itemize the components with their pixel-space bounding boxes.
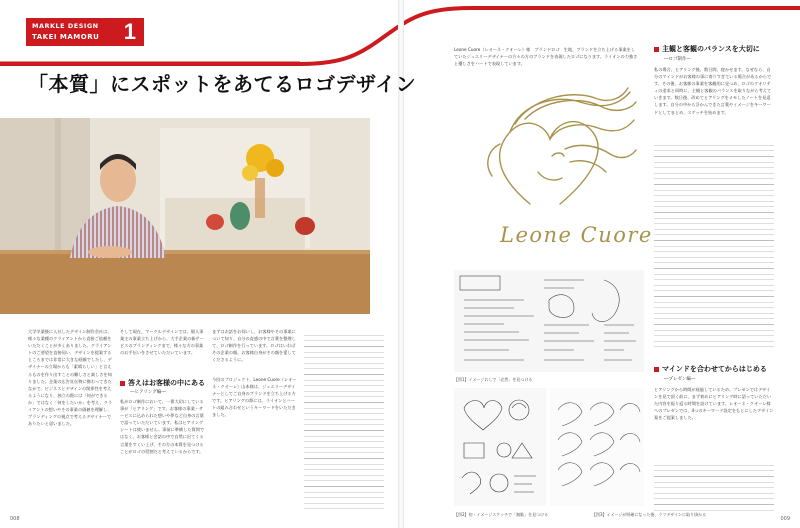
body-column-3b: 今回のプロジェクト、Leone Cuore（レオーネ・クオーレ）山本様は、ジュエリーデザイナーとしてご自身のブランドを立ち上げる方です。ヒアリングの際には、ライオンとハートの組み合わせというキーワードをいただきました。 [212,377,297,418]
sketch-lion-roughs-image [550,388,644,506]
series-tag [26,18,144,46]
section-subheading-logo: ―ロゴ制作― [664,57,691,62]
body-column-1: 大学卒業後に入社したデザイン制作会社は、様々な業種のクライアントから直接ご依頼をいただくことが多くありました。クライアントのご要望を直接伺い、デザインを提案するところまでは非常に大きな経験でしたし、デザイナーの立場からも「素晴らしい」と言えるものを作り出すことの難しさと楽しさを知りました。企業の広告宣伝物に携わってきたなかで、ビジネスとデザインの関係性を考えるようになり、独立の際には「何ができるか」ではなく「何をしたいか」を考え、クライアントの想いやその事業の価値を理解し、ブランディングの視点で考えるデザイナーでありたいと思いました。 [28,329,113,427]
section-heading-presentation: マインドを合わせてからはじめる [654,364,767,374]
lion-heart-logo-mark [470,84,640,214]
author-name: TAKEI MAMORU [32,33,100,41]
section-heading-hearing: 答えはお客様の中にある [120,378,205,388]
page-number-right: 009 [780,516,790,522]
bullet-square-icon [654,47,659,52]
section-subheading-presentation: ―プレゼン編― [664,377,696,382]
body-column-4 [304,330,384,510]
right-body-column-continued [654,140,774,350]
sketch-notes-image [454,270,644,372]
page-number-left: 008 [10,516,20,522]
interview-photo [0,118,370,314]
body-column-2b: 私がロゴ制作において、一番大切にしている事が「ヒアリング」です。お客様の事業・サービスに込められた想いや夢など自身の言葉で語っていただいています。私はヒアリングシートは使いません。事前に準備した質問ではなく、お客様と会話の中で自然に出てくる言葉をすくい上げ、その方の本質を見つけることがロゴの役割だと考えているからです。 [120,399,205,454]
right-body-column-2: ヒアリングから時間が経過しているため、プレゼンではデザインを見て頂く前に、まず初めにヒアリング時に語っていただいた内容を振り返る時間を設けています。レオーネ・クオーレ様へのプレゼンでは、4つのキーワード設定をもとにしたデザイン案をご提案しました。 [654,387,774,421]
section-subheading-hearing: ―ヒアリング編― [130,390,166,395]
figure-2-caption: 【図2】初・イメージスケッチで「無駄」を見つける [454,512,549,517]
logo-intro-text: Leone Cuore（レオーネ・クオーレ）様 ブランドロゴ 生地、ブランドを立ち上げる事業をしていたジュエリーデザイナーの方々の方のブランドを表現したロゴになります。ライオンの力強さと優しさをハートで表現しています。 [454,47,638,67]
figure-1-caption: 【図1】イメージおしで「必然」を見つける [454,377,533,382]
logo-wordmark: Leone Cuore [500,223,653,247]
body-column-3: まずはお話をお伺いし、お客様やその事業について知り、自分の直感の中で言葉を整理して、ロゴ制作を行っています。ロゴはいわばその企業の顔。お客様自身がその顔を愛してくださるように。 [212,329,296,363]
chapter-number: 1 [123,19,136,44]
right-body-column-2-continued [654,460,774,512]
section-heading-logo: 主観と客観のバランスを大切に [654,44,760,54]
sketch-icons-image [454,388,546,506]
bullet-square-icon [120,381,125,386]
bullet-square-icon [654,367,659,372]
article-headline: 「本質」にスポットをあてるロゴデザイン [28,72,417,96]
figure-3-caption: 【図3】イメージが明確になった後、ラフデザインに取り掛かる [592,512,707,517]
body-column-2: そして現在、マークルデザインでは、個人事業主の事業立ち上げから、大手企業の新サービスのブランディングまで、様々な方の事業のお手伝いをさせていただいています。 [120,329,204,356]
right-body-column: 私の場合、ヒアリング後、数日間、寝かせます。なぜなら、自分のマインドがお客様の事に寄りすぎている場合があるからです。その後、お客様の事業を客観的に見つめ、ロゴのクオリティの追求と同時に、主観と客観のバランスを取りながら考えていきます。数日後、改めてヒアリングをメモしたノートを見返します。自分の中から浮かんできた言葉やイメージをキーワードとしてまとめ、スケッチを始めます。 [654,67,772,115]
series-name: MARKLE DESIGN [32,22,99,30]
